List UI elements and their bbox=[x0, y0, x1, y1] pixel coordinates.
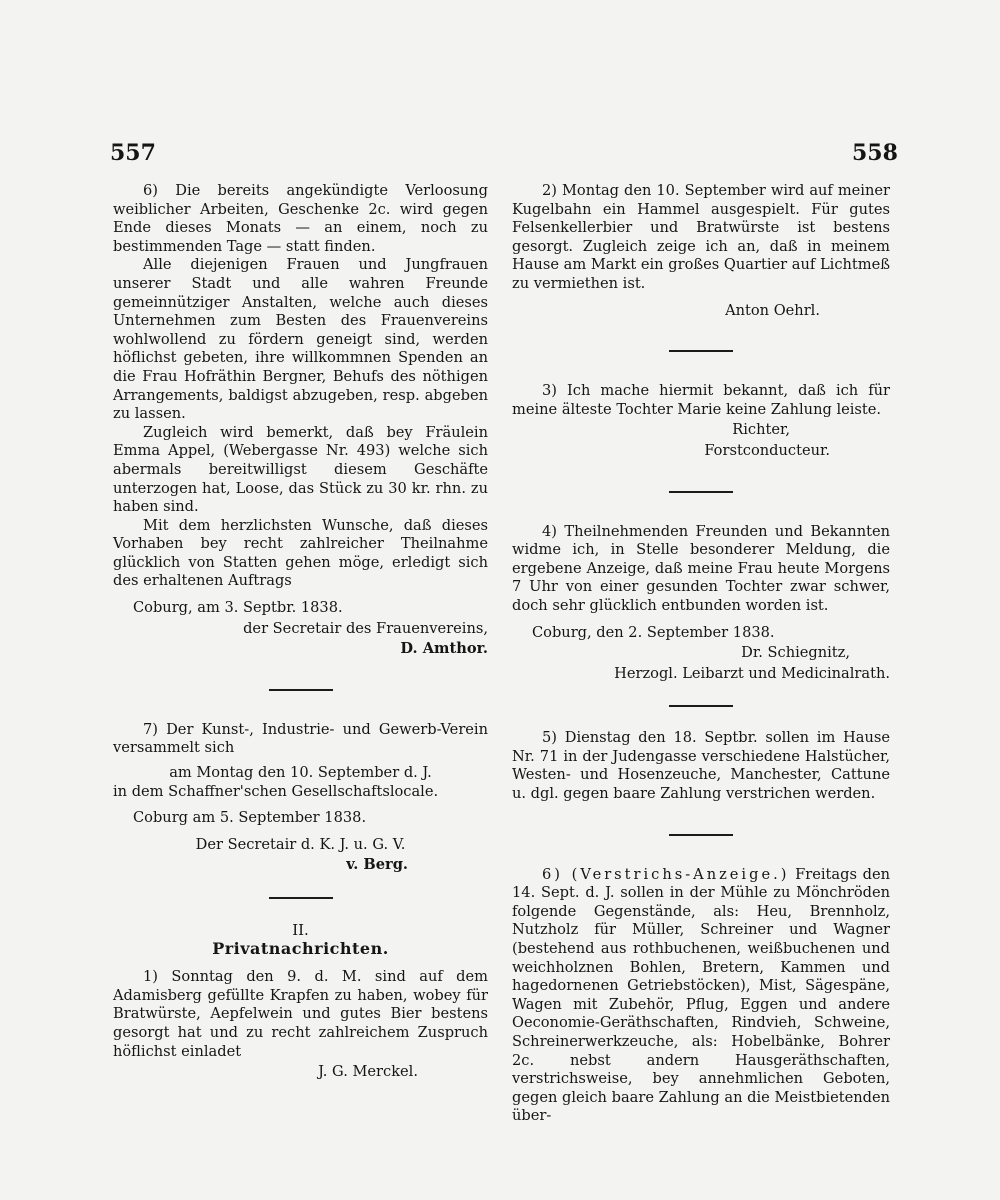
left-column bbox=[113, 182, 488, 1082]
notice-paragraph: 2) Montag den 10. September wird auf meiner Kugelbahn ein Hammel ausgespielt. Für gutes Felsenkellerbier und Bratwürste ist bestens gesorgt. Zugleich zeige ich an, daß in meinem Hause am Markt ein großes Quartier auf Lichtmeß zu vermiethen ist. bbox=[512, 182, 890, 292]
page-number-right: 558 bbox=[852, 140, 898, 166]
section-number: II. bbox=[292, 921, 309, 939]
notice-paragraph: 7) Der Kunst-, Industrie- und Gewerb-Verein versammelt sich bbox=[113, 720, 488, 757]
page-number-left: 557 bbox=[110, 140, 156, 166]
right-column bbox=[512, 182, 890, 1126]
notice-6-auction bbox=[512, 866, 890, 1126]
auction-heading: 6) (Verstrichs-Anzeige.) bbox=[542, 865, 790, 883]
meeting-date: am Montag den 10. September d. J. bbox=[169, 764, 432, 782]
notice-2-bowling bbox=[512, 182, 890, 320]
signature-name: Dr. Schiegnitz, bbox=[741, 644, 850, 662]
notice-paragraph: Mit dem herzlichsten Wunsche, daß dieses Vorhaben bey recht zahlreicher Theilnahme glücklich von Statten gehen möge, erledigt sich des erhaltenen Auftrags bbox=[113, 516, 488, 590]
notice-paragraph: 1) Sonntag den 9. d. M. sind auf dem Adamisberg gefüllte Krapfen zu haben, wobey für Bratwürste, Aepfelwein und gutes Bier bestens gesorgt hat und zu recht zahlreichem Zuspruch höflichst einladet bbox=[113, 968, 488, 1060]
notice-paragraph: 4) Theilnehmenden Freunden und Bekannten widme ich, in Stelle besonderer Meldung, die ergebene Anzeige, daß meine Frau heute Morgens 7 Uhr von einer gesunden Tochter zwar schwer, doch sehr glücklich entbunden worden ist. bbox=[512, 522, 890, 614]
notice-4-birth bbox=[512, 523, 890, 684]
section-title: Privatnachrichten. bbox=[212, 938, 389, 958]
notice-5-sale bbox=[512, 729, 890, 803]
section-divider bbox=[669, 491, 733, 493]
notice-date: Coburg, den 2. September 1838. bbox=[532, 623, 775, 641]
signature-name: Richter, bbox=[732, 421, 790, 439]
notice-paragraph: 6) Die bereits angekündigte Verloosung weiblicher Arbeiten, Geschenke 2c. wird gegen Ende dieses Monats — an einem, noch zu bestimmenden Tage — statt finden. bbox=[113, 182, 488, 255]
section-divider bbox=[669, 705, 733, 707]
notice-paragraph: 3) Ich mache hiermit bekannt, daß ich für meine älteste Tochter Marie keine Zahlung leiste. bbox=[512, 382, 890, 418]
notice-1-krapfen bbox=[113, 968, 488, 1082]
signature-role: Der Secretair d. K. J. u. G. V. bbox=[195, 835, 406, 853]
notice-7-trade-union bbox=[113, 721, 488, 875]
section-divider bbox=[669, 350, 733, 352]
signature-name: D. Amthor. bbox=[400, 640, 488, 658]
notice-paragraph: Alle diejenigen Frauen und Jungfrauen unserer Stadt und alle wahren Freunde gemeinnütziger Anstalten, welche auch dieses Unternehmen zum Besten des Frauenvereins wohlwollend zu fördern geneigt sind, werden höflichst gebeten, ihre willkommnen Spenden an die Frau Hofräthin Bergner, Behufs des nöthigen Arrangements, baldigst abzugeben, resp. abgeben zu lassen. bbox=[113, 256, 488, 423]
notice-paragraph: 5) Dienstag den 18. Septbr. sollen im Hause Nr. 71 in der Judengasse verschiedene Halstücher, Westen- und Hosenzeuche, Manchester, Cattune u. dgl. gegen baare Zahlung verstrichen werden. bbox=[512, 729, 890, 803]
notice-3-payment bbox=[512, 382, 890, 460]
section-divider bbox=[269, 689, 333, 691]
signature-name: J. G. Merckel. bbox=[318, 1063, 418, 1081]
signature-role: Herzogl. Leibarzt und Medicinalrath. bbox=[614, 664, 890, 682]
notice-date: Coburg am 5. September 1838. bbox=[133, 809, 367, 827]
section-divider bbox=[669, 834, 733, 836]
signature-role: Forstconducteur. bbox=[704, 441, 830, 459]
section-divider bbox=[269, 897, 333, 899]
auction-text: Freitags den 14. Sept. d. J. sollen in der Mühle zu Mönchröden folgende Gegenstände, als: Heu, Brennholz, Nutzholz für Müller, Schreiner und Wagner (bestehend aus rothbuchenen, weißbuchenen und weichholznen Bohlen, Bretern, Kammen und hagedornenen Getriebstöcken), Mist, Sägespäne, Wagen mit Zubehör, Pflug, Eggen und andere Oeconomie-Geräthschaften, Rindvieh, Schweine, Schreinerwerkzeuche, als: Hobelbänke, Bohrer 2c. nebst andern Hausgeräthschaften, verstrichsweise, bey annehmlichen Geboten, gegen gleich baare Zahlung an die Meistbietenden über- bbox=[512, 865, 891, 1125]
signature-role: der Secretair des Frauenvereins, bbox=[243, 619, 488, 637]
signature-name: Anton Oehrl. bbox=[725, 301, 820, 319]
notice-paragraph bbox=[512, 866, 890, 1126]
signature-name: v. Berg. bbox=[346, 856, 408, 874]
notice-paragraph: Zugleich wird bemerkt, daß bey Fräulein Emma Appel, (Webergasse Nr. 493) welche sich abermals bereitwilligst diesem Geschäfte unterzogen hat, Loose, das Stück zu 30 kr. rhn. zu haben sind. bbox=[113, 423, 488, 516]
notice-date: Coburg, am 3. Septbr. 1838. bbox=[133, 599, 343, 617]
notice-6-lottery bbox=[113, 182, 488, 659]
meeting-location: in dem Schaffner'schen Gesellschaftslocale. bbox=[113, 782, 439, 800]
